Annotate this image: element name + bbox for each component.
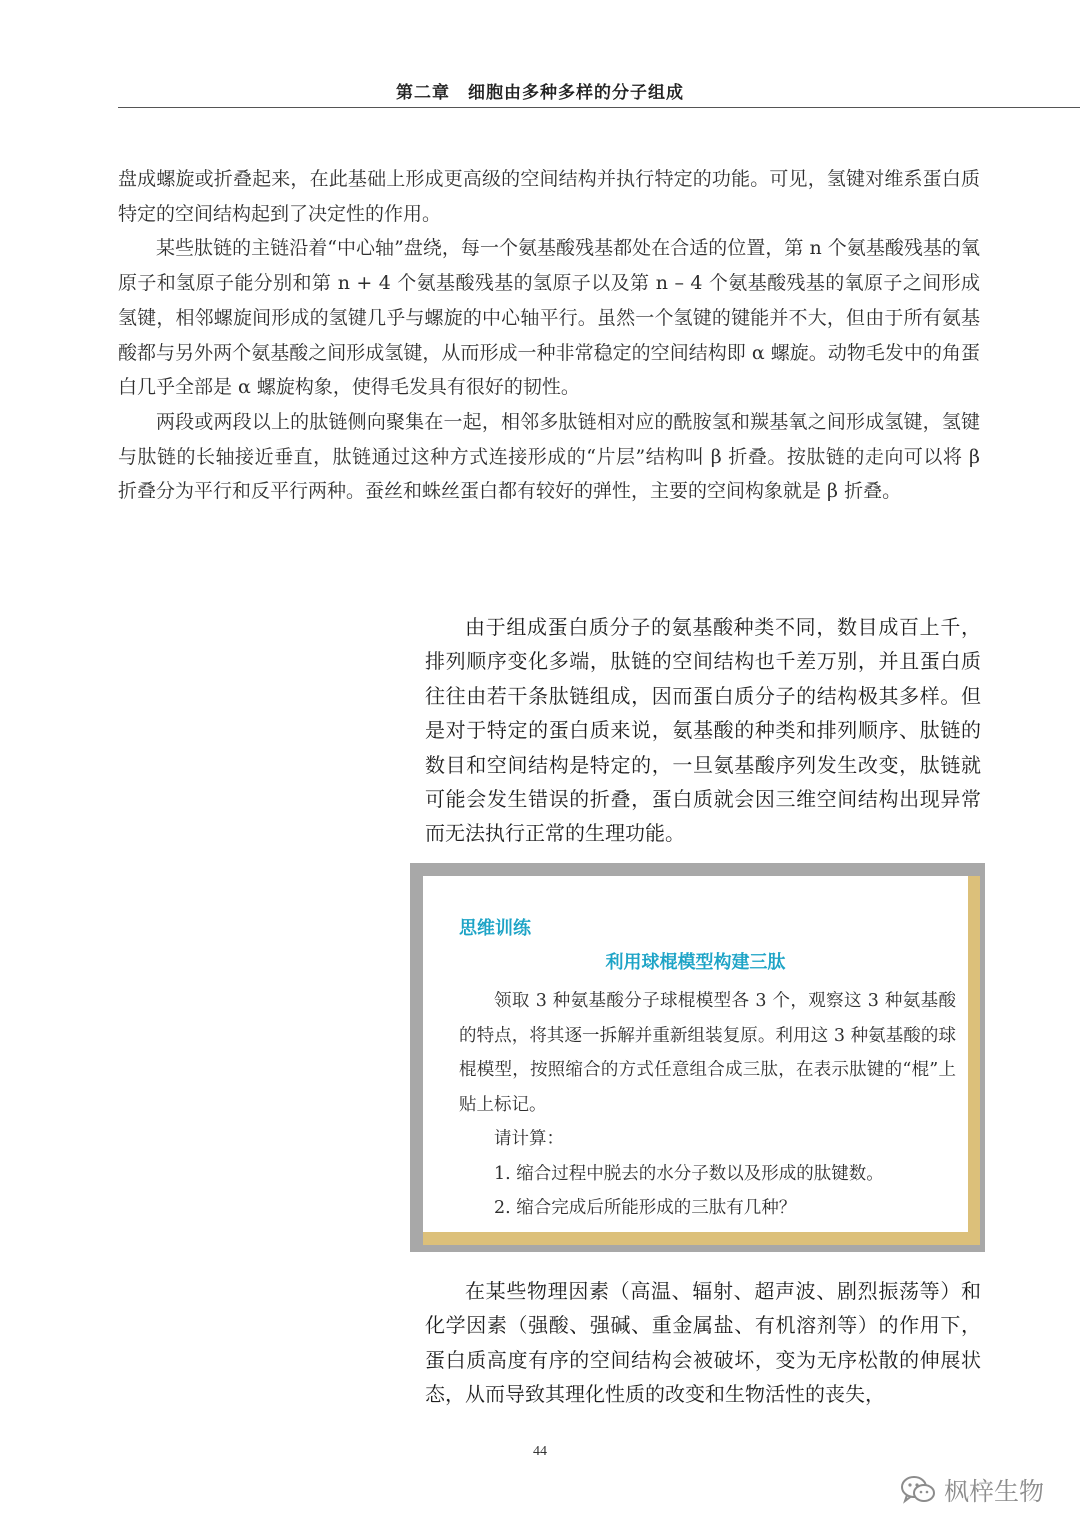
- side-text-block: [425, 611, 981, 852]
- exercise-heading: 思维训练: [459, 918, 531, 939]
- exercise-question-2: 2. 缩合完成后所能形成的三肽有几种？: [494, 1198, 797, 1218]
- paragraph-denaturation: 在某些物理因素（高温、辐射、超声波、剧烈振荡等）和化学因素（强酸、强碱、重金属盐、有机溶剂等）的作用下，蛋白质高度有序的空间结构会被破坏，变为无序松散的伸展状态，从而导致其理化性质的改变和生物活性的丧失，: [425, 1281, 981, 1407]
- exercise-question-1: 1. 缩合过程中脱去的水分子数以及形成的肽键数。: [494, 1163, 884, 1184]
- paragraph-beta-sheet: 两段或两段以上的肽链侧向聚集在一起，相邻多肽链相对应的酰胺氢和羰基氧之间形成氢键，氢键与肽链的长轴接近垂直，肽链通过这种方式连接形成的“片层”结构叫 β 折叠。按肽链的走向可以将 β 折叠分为平行和反平行两种。蚕丝和蛛丝蛋白都有较好的弹性，主要的空间构象就是 β 折叠。: [118, 410, 980, 503]
- watermark-text: 枫梓生物: [943, 1477, 1044, 1506]
- paragraph-alpha-helix: 某些肽链的主链沿着“中心轴”盘绕，每一个氨基酸残基都处在合适的位置，第 n 个氨基酸残基的氧原子和氢原子能分别和第 n + 4 个氨基酸残基的氢原子以及第 n – 4 个氨基酸残基的氧原子之间形成氢键，相邻螺旋间形成的氢键几乎与螺旋的中心轴平行。虽然一个氢键的键能并不大，但由于所有氨基酸都与另外两个氨基酸之间形成氢键，从而形成一种非常稳定的空间结构即 α 螺旋。动物毛发中的角蛋白几乎全部是 α 螺旋构象，使得毛发具有很好的韧性。: [118, 237, 980, 399]
- exercise-box: [410, 863, 985, 1252]
- paragraph-protein-diversity: 由于组成蛋白质分子的氨基酸种类不同，数目成百上千，排列顺序变化多端，肽链的空间结构也千差万别，并且蛋白质往往由若干条肽链组成，因而蛋白质分子的结构极其多样。但是对于特定的蛋白质来说，氨基酸的种类和排列顺序、肽链的数目和空间结构是特定的，一旦氨基酸序列发生改变，肽链就可能会发生错误的折叠，蛋白质就会因三维空间结构出现异常而无法执行正常的生理功能。: [425, 617, 981, 846]
- page-number: 44: [533, 1444, 547, 1459]
- wechat-icon: [900, 1474, 936, 1506]
- exercise-prompt: 请计算：: [494, 1129, 564, 1149]
- chapter-title: 第二章 细胞由多种多样的分子组成: [396, 83, 684, 103]
- exercise-box-accent: [423, 876, 980, 1245]
- exercise-body: [459, 984, 956, 1226]
- upper-text-block: [118, 162, 980, 509]
- bottom-text-block: [425, 1275, 981, 1413]
- exercise-instructions: 领取 3 种氨基酸分子球棍模型各 3 个，观察这 3 种氨基酸的特点，将其逐一拆解并重新组装复原。利用这 3 种氨基酸的球棍模型，按照缩合的方式任意组合成三肽，在表示肽键的“棍”上贴上标记。: [459, 991, 956, 1115]
- paragraph-continued: 盘成螺旋或折叠起来，在此基础上形成更高级的空间结构并执行特定的功能。可见，氢键对维系蛋白质特定的空间结构起到了决定性的作用。: [118, 168, 980, 225]
- watermark: [900, 1470, 1044, 1510]
- header-rule: [118, 107, 1080, 108]
- exercise-subtitle: 利用球棍模型构建三肽: [605, 952, 786, 973]
- exercise-box-content: [423, 876, 968, 1232]
